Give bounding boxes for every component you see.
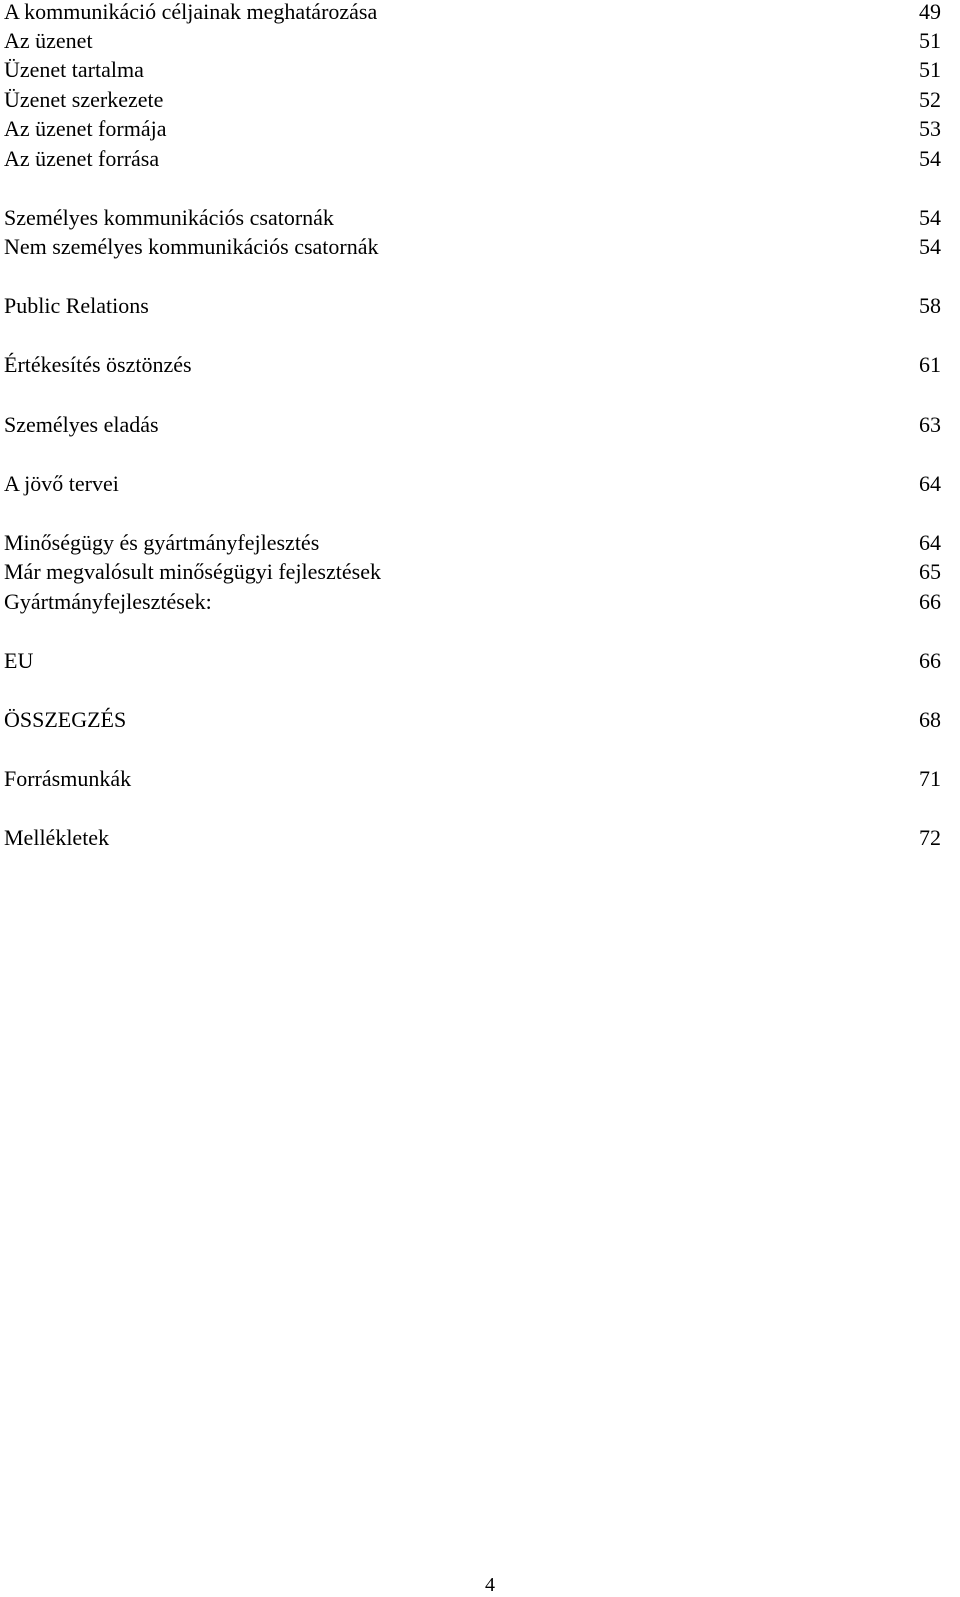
toc-entry-page: 64	[919, 530, 941, 555]
toc-entry-title: Személyes kommunikációs csatornák	[4, 205, 334, 230]
toc-entry-title: Mellékletek	[4, 825, 110, 850]
toc-entry[interactable]	[4, 528, 941, 558]
toc-entry-title: Az üzenet forrása	[4, 146, 160, 171]
toc-entry-page: 58	[919, 293, 941, 318]
toc-entry-page: 68	[919, 707, 941, 732]
toc-entry-title: Már megvalósult minőségügyi fejlesztések	[4, 559, 381, 584]
toc-entry-page: 51	[919, 57, 941, 82]
toc-entry-title: Gyártmányfejlesztések:	[4, 589, 212, 614]
toc-entry[interactable]	[4, 85, 941, 115]
toc-entry-page: 65	[919, 559, 941, 584]
toc-entry-page: 54	[919, 205, 941, 230]
toc-entry[interactable]	[4, 144, 941, 174]
toc-entry[interactable]	[4, 646, 941, 676]
toc-entry-title: A kommunikáció céljainak meghatározása	[4, 0, 378, 24]
toc-entry[interactable]	[4, 587, 941, 617]
toc-entry[interactable]	[4, 232, 941, 262]
toc-entry[interactable]	[4, 764, 941, 794]
toc-entry-page: 51	[919, 28, 941, 53]
toc-entry-page: 71	[919, 766, 941, 791]
toc-entry-page: 66	[919, 589, 941, 614]
toc-entry-title: Személyes eladás	[4, 412, 159, 437]
toc-entry-title: Az üzenet	[4, 28, 93, 53]
toc-entry-page: 61	[919, 352, 941, 377]
toc-entry-title: Az üzenet formája	[4, 116, 167, 141]
toc-entry[interactable]	[4, 55, 941, 85]
toc-entry[interactable]	[4, 114, 941, 144]
toc-entry-page: 63	[919, 412, 941, 437]
toc-entry-title: Üzenet tartalma	[4, 57, 144, 82]
toc-entry-title: Nem személyes kommunikációs csatornák	[4, 234, 379, 259]
toc-entry[interactable]	[4, 410, 941, 440]
toc-entry-title: Public Relations	[4, 293, 149, 318]
toc-entry-page: 72	[919, 825, 941, 850]
toc-entry-page: 64	[919, 471, 941, 496]
toc-entry-title: A jövő tervei	[4, 471, 119, 496]
toc-entry-title: Értékesítés ösztönzés	[4, 352, 192, 377]
toc-entry-title: Minőségügy és gyártmányfejlesztés	[4, 530, 320, 555]
toc-entry[interactable]	[4, 557, 941, 587]
toc-entry[interactable]	[4, 26, 941, 56]
toc-entry-title: Forrásmunkák	[4, 766, 132, 791]
toc-entry[interactable]	[4, 203, 941, 233]
toc-entry-page: 54	[919, 146, 941, 171]
toc-entry-page: 54	[919, 234, 941, 259]
toc-entry[interactable]	[4, 350, 941, 380]
page-number: 4	[485, 1574, 495, 1596]
toc-entry[interactable]	[4, 469, 941, 499]
toc-entry-title: EU	[4, 648, 34, 673]
toc-entry[interactable]	[4, 705, 941, 735]
toc-entry-title: ÖSSZEGZÉS	[4, 707, 127, 732]
toc-entry-page: 52	[919, 87, 941, 112]
toc-entry-page: 66	[919, 648, 941, 673]
toc-entry-page: 53	[919, 116, 941, 141]
toc-entry-page: 49	[919, 0, 941, 24]
toc-entry[interactable]	[4, 0, 941, 27]
toc-entry-title: Üzenet szerkezete	[4, 87, 164, 112]
toc-entry[interactable]	[4, 291, 941, 321]
toc-entry[interactable]	[4, 823, 941, 853]
